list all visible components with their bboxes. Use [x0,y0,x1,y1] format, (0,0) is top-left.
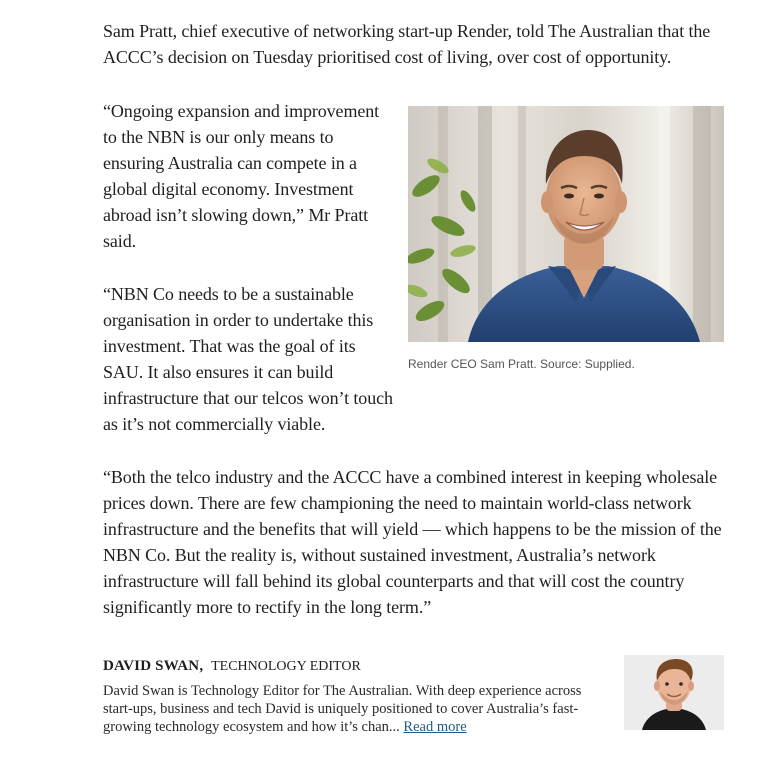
author-heading [103,656,361,677]
article-paragraph: “NBN Co needs to be a sustainable organisation in order to undertake this investment. That was the goal of its SAU. It also ensures it can build infrastructure that our telcos won’t touch as it’s not commercially viable. [103,284,393,434]
sam-pratt-photo[interactable] [408,106,724,342]
photo-caption: Render CEO Sam Pratt. Source: Supplied. [408,357,635,371]
read-more-link[interactable]: Read more [403,719,467,735]
author-bio [103,682,613,736]
article-paragraph: Sam Pratt, chief executive of networking start-up Render, told The Australian that the ACCC’s decision on Tuesday prioritised cost of living, over cost of opportunity. [103,21,711,67]
author-avatar[interactable] [624,655,724,730]
article-paragraph: “Ongoing expansion and improvement to the NBN is our only means to ensuring Australia can compete in a global digital economy. Investment abroad isn’t slowing down,” Mr Pratt said. [103,101,380,251]
article-paragraph: “Both the telco industry and the ACCC have a combined interest in keeping wholesale prices down. There are few championing the need to maintain world-class network infrastructure and the benefits that will yield — which happens to be the mission of the NBN Co. But the reality is, without sustained investment, Australia’s network infrastructure will fall behind its global counterparts and that will cost the country significantly more to rectify in the long term.” [103,467,722,617]
author-separator: , [199,658,204,674]
article-figure [408,106,724,372]
author-box [103,654,725,744]
author-name[interactable]: DAVID SWAN [103,658,200,674]
author-role: TECHNOLOGY EDITOR [211,659,361,674]
author-bio-text: David Swan is Technology Editor for The Australian. With deep experience across start-ups, business and tech David is uniquely positioned to cover Australia’s fast-growing technology ecosystem and how it’s chan... [103,683,582,735]
